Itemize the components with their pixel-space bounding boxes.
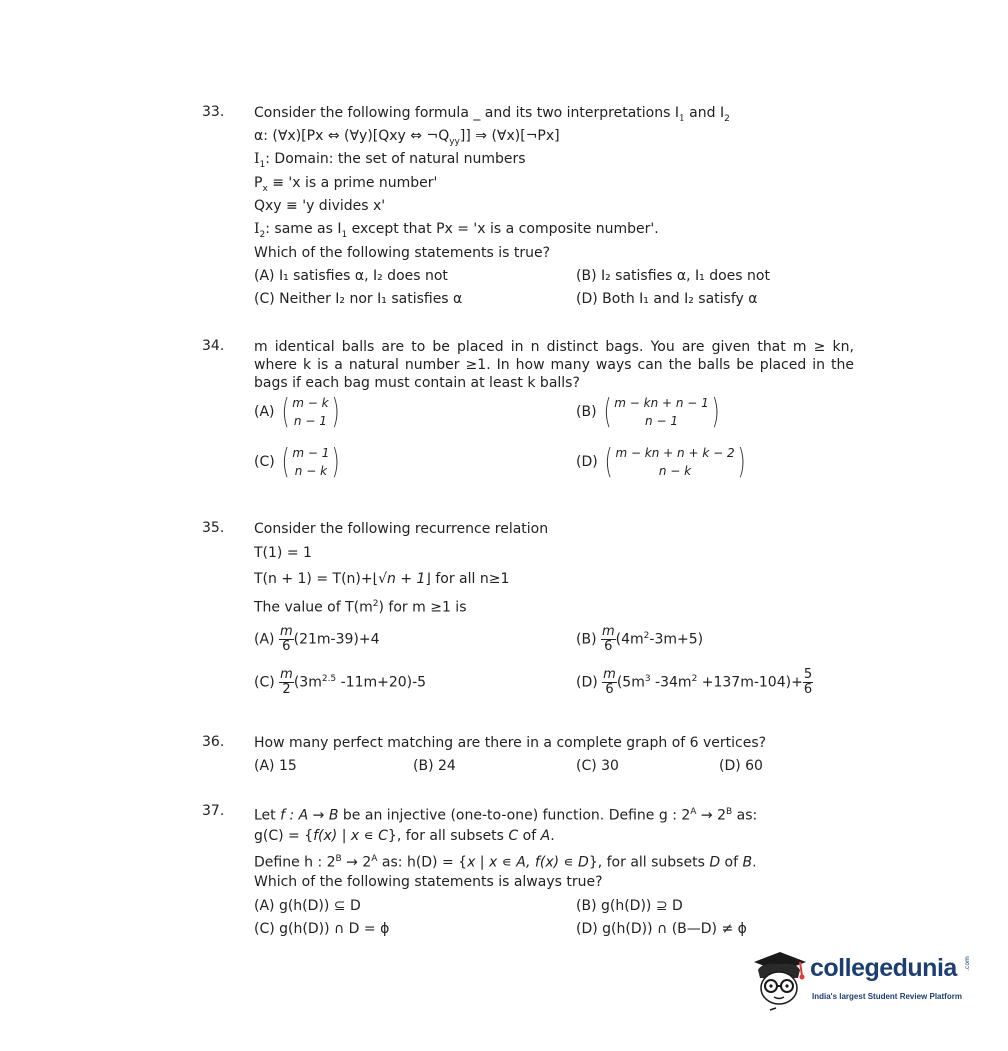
mascot-icon	[748, 948, 810, 1014]
option-d: (D) 60	[719, 758, 763, 774]
question-text: The value of $T(m^2)$ for m ≥1 is	[254, 599, 467, 616]
binomial: ( m − k n − 1 )	[281, 392, 340, 432]
binomial: ( m − kn + n − 1 n − 1 )	[603, 392, 720, 432]
option-a: (A) g(h(D)) ⊆ D	[254, 898, 361, 914]
fraction: $\frac{m}{6}$	[279, 624, 293, 654]
option-c: (C) Neither I₂ nor I₁ satisfies α	[254, 291, 463, 307]
question-number: 36.	[202, 734, 225, 750]
binomial: ( m − 1 n − k )	[281, 442, 341, 482]
question-line-2: g(C) = {f(x) | x ∊ C}, for all subsets C of A.	[254, 828, 555, 844]
question-text: Which of the following statements is always true?	[254, 874, 603, 890]
option-c: (C) 30	[576, 758, 619, 774]
option-label: (B)	[576, 404, 597, 420]
floor-expression: ⌊√n + 1⌋	[372, 571, 431, 587]
question-line-1: Let f : A → B be an injective (one-to-one) function. Define g : $2^A \to 2^B$ as:	[254, 807, 758, 824]
interpretation-1: $I_1$: Domain: the set of natural numbers	[254, 151, 526, 170]
qxy-definition: Qxy ≡ 'y divides x'	[254, 198, 386, 214]
option-label: (C)	[254, 454, 275, 470]
option-d: (D) $\frac{m}{6}$ ($5m^3$ $-34m^2 +137m-104)+$ $\frac{5}{6}$	[576, 667, 813, 697]
question-text: Which of the following statements is true?	[254, 245, 551, 261]
option-a: (A) $\frac{m}{6}$ (21m-39)+4	[254, 624, 380, 654]
option-b: (B) g(h(D)) ⊇ D	[576, 898, 683, 914]
question-number: 34.	[202, 338, 225, 354]
binomial: ( m − kn + n + k − 2 n − k )	[604, 442, 746, 482]
option-d: (D) Both I₁ and I₂ satisfy α	[576, 291, 758, 307]
option-b: (B) 24	[413, 758, 456, 774]
option-b	[576, 394, 722, 430]
option-a: (A) 15	[254, 758, 297, 774]
question-text: m identical balls are to be placed in n distinct bags. You are given that m ≥ kn, where k is a natural number ≥1. In how many ways can the balls be placed in the bags if each bag must contain at least k balls?	[254, 339, 854, 391]
collegedunia-logo	[748, 948, 978, 1018]
formula-alpha: α: (∀x)[Px ⇔ (∀y)[Qxy ⇔ $\neg Q_{yy}$]] ⇒ (∀x)[¬Px]	[254, 128, 560, 147]
fraction: $\frac{5}{6}$	[803, 667, 813, 697]
option-b: (B) $\frac{m}{6}$ $(4m^2-3m+5)$	[576, 624, 704, 654]
fraction: $\frac{m}{6}$	[603, 667, 616, 697]
logo-tagline: India's largest Student Review Platform	[812, 992, 962, 1001]
option-a: (A) I₁ satisfies α, I₂ does not	[254, 268, 448, 284]
question-number: 33.	[202, 104, 225, 120]
fraction: $\frac{m}{6}$	[601, 624, 615, 654]
interpretation-2: $I_2$: same as $I_1$ except that Px = 'x is a composite number'.	[254, 221, 659, 240]
option-c: (C) g(h(D)) ∩ D = ϕ	[254, 921, 390, 937]
fraction: $\frac{m}{2}$	[280, 667, 293, 697]
option-d: (D) g(h(D)) ∩ (B—D) ≠ ϕ	[576, 921, 747, 937]
question-number: 37.	[202, 803, 225, 819]
option-d	[576, 444, 748, 480]
recurrence: T(n + 1) = T(n)+⌊√n + 1⌋ for all n≥1	[254, 571, 510, 587]
question-line-3: Define h : $2^B \to 2^A$ as: h(D) = {x | x ∊ A, f(x) ∊ D}, for all subsets D of B.	[254, 854, 757, 871]
question-number: 35.	[202, 520, 225, 536]
option-a	[254, 394, 342, 430]
question-intro: Consider the following recurrence relation	[254, 521, 549, 537]
question-intro: Consider the following formula _ and its two interpretations $I_1$ and $I_2$	[254, 105, 730, 124]
option-c	[254, 444, 343, 480]
option-c: (C) $\frac{m}{2}$ ($3m^{2.5}$ -11m+20)-5	[254, 667, 427, 697]
option-label: (A)	[254, 404, 275, 420]
logo-com: .com	[963, 956, 971, 971]
base-case: T(1) = 1	[254, 545, 312, 561]
option-b: (B) I₂ satisfies α, I₁ does not	[576, 268, 770, 284]
logo-wordmark: collegedunia	[810, 954, 957, 982]
px-definition: $P_x$ ≡ 'x is a prime number'	[254, 175, 438, 194]
question-text: How many perfect matching are there in a complete graph of 6 vertices?	[254, 735, 767, 751]
option-label: (D)	[576, 454, 598, 470]
